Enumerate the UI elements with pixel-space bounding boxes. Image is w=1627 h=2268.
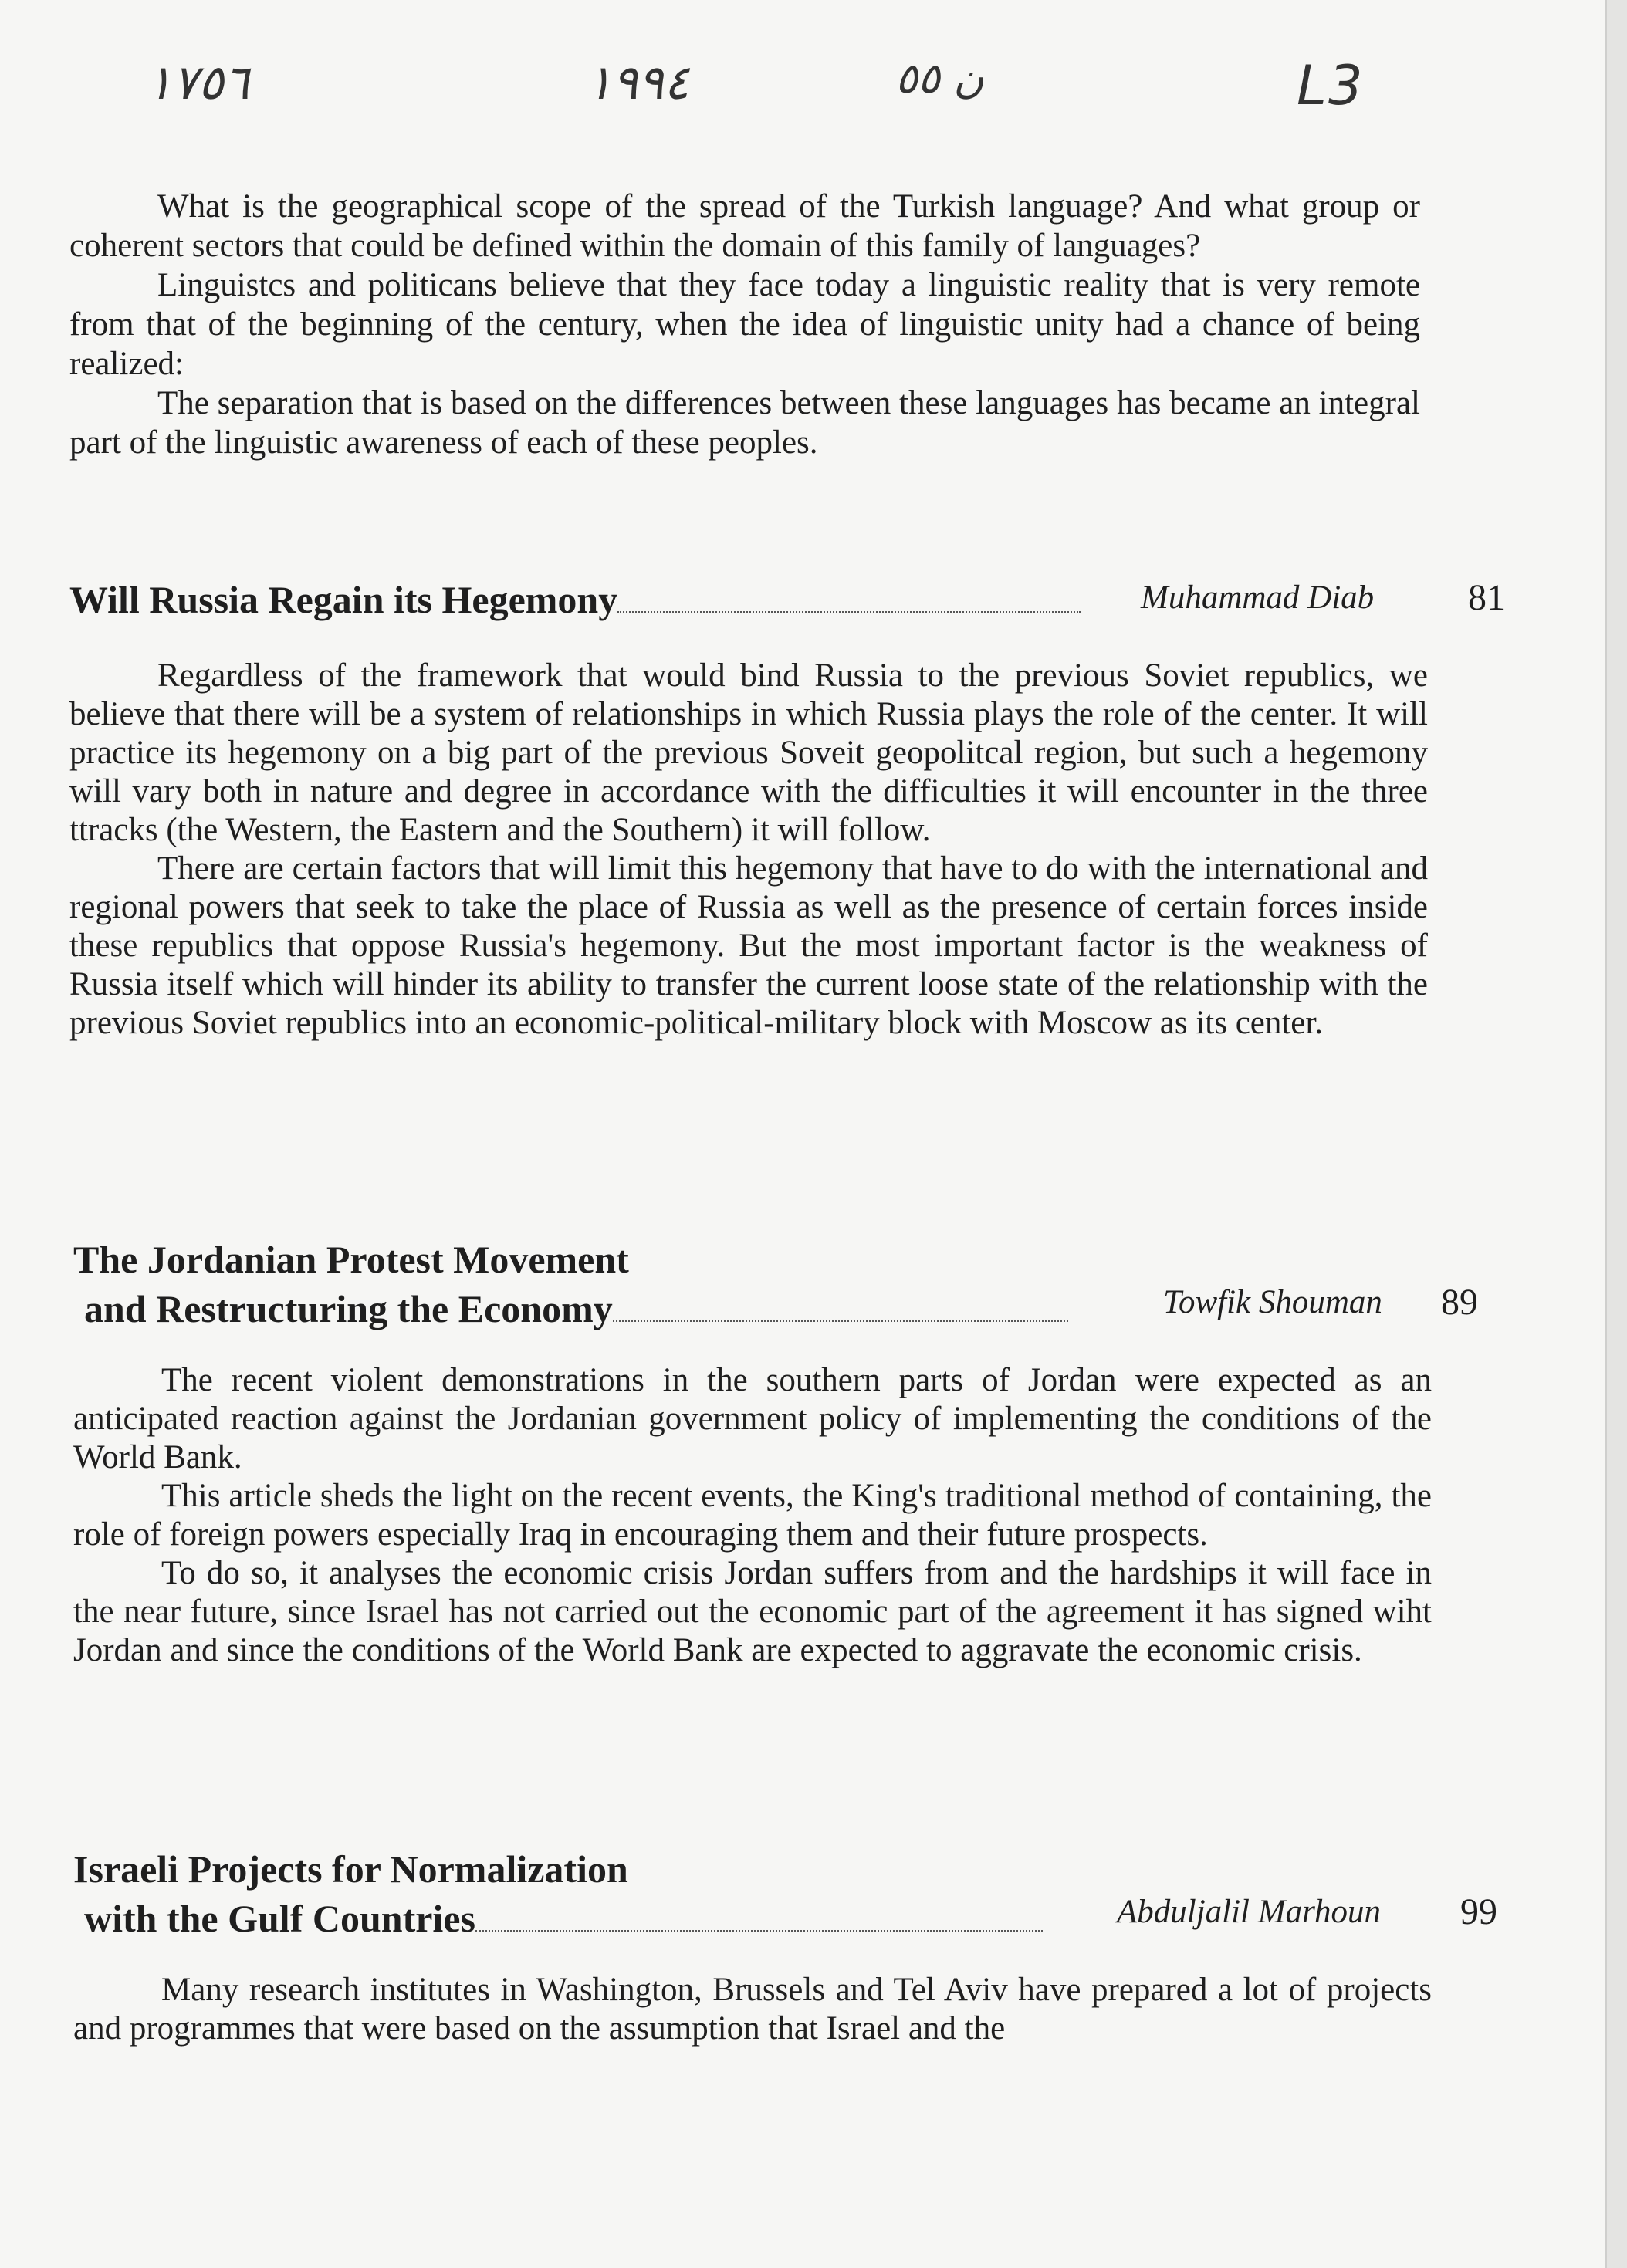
- article-heading: [73, 1844, 1509, 1943]
- page-spine-edge: [1605, 0, 1627, 2268]
- article-title-line: and Restructuring the Economy: [73, 1284, 1509, 1333]
- article-author: Towfik Shouman: [1163, 1284, 1382, 1320]
- article-author: Muhammad Diab: [1141, 580, 1375, 616]
- article-paragraph: Regardless of the framework that would bind Russia to the previous Soviet republics, we believe that there will be a system of relationships in which Russia plays the role of the center. It will practice its hegemony on a big part of the previous Soveit geopolitcal region, but such a hegemony will vary both in nature and degree in accordance with the difficulties it will encounter in the three ttracks (the Western, the Eastern and the Southern) it will follow.: [69, 657, 1428, 848]
- article-paragraph: This article sheds the light on the recent events, the King's traditional method of containing, the role of foreign powers especially Iraq in encouraging them and their future prospects.: [73, 1478, 1432, 1553]
- article-title-line: Will Russia Regain its Hegemony: [69, 575, 1505, 624]
- article-paragraph: There are certain factors that will limit this hegemony that have to do with the international and regional powers that seek to take the place of Russia as well as the presence of certain forces inside these republics that oppose Russia's hegemony. But the most important factor is the weakness of Russia itself which will hinder its ability to transfer the current loose state of the relationship with the previous Soviet republics into an economic-political-military block with Moscow as its center.: [69, 850, 1428, 1041]
- handwritten-mark: ن ٥٥: [895, 54, 984, 103]
- article-title-line: The Jordanian Protest Movement: [73, 1238, 629, 1281]
- article-heading: [73, 1235, 1509, 1333]
- dot-leader: [475, 1930, 1043, 1932]
- intro-paragraph: What is the geographical scope of the spread of the Turkish language? And what group or coherent sectors that could be defined within the domain of this family of languages?: [69, 188, 1420, 264]
- intro-text: [69, 187, 1420, 462]
- dot-leader: [617, 611, 1081, 613]
- dot-leader: [613, 1320, 1068, 1322]
- article-author: Abduljalil Marhoun: [1117, 1894, 1382, 1930]
- handwritten-mark: L3: [1297, 54, 1365, 117]
- article-heading: [69, 575, 1505, 629]
- article-title-line: with the Gulf Countries: [73, 1894, 1509, 1943]
- article-page-number: 81: [1468, 577, 1505, 618]
- handwritten-mark: ١٧٥٦: [147, 54, 250, 110]
- article-russia-hegemony: [69, 575, 1505, 1043]
- article-paragraph: Many research institutes in Washington, Brussels and Tel Aviv have prepared a lot of projects and programmes that were based on the assumption that Israel and the: [73, 1972, 1432, 2047]
- article-body: [69, 657, 1428, 1043]
- article-body: [73, 1361, 1432, 1670]
- article-israeli-normalization: [73, 1844, 1509, 2048]
- handwritten-mark: ١٩٩٤: [587, 54, 690, 110]
- intro-paragraph: Linguistcs and politicans believe that they face today a linguistic reality that is very remote from that of the beginning of the century, when the idea of linguistic unity had a chance of being realized:: [69, 267, 1420, 382]
- article-page-number: 99: [1460, 1891, 1497, 1932]
- article-body: [73, 1971, 1432, 2048]
- intro-paragraph: The separation that is based on the differences between these languages has became an integral part of the linguistic awareness of each of these peoples.: [69, 385, 1420, 461]
- article-page-number: 89: [1441, 1282, 1478, 1323]
- article-paragraph: To do so, it analyses the economic crisis Jordan suffers from and the hardships it will face in the near future, since Israel has not carried out the economic part of the agreement it has signed wiht Jordan and since the conditions of the World Bank are expected to aggravate the economic crisis.: [73, 1555, 1432, 1668]
- article-jordanian-protest: [73, 1235, 1509, 1670]
- article-title-line: Israeli Projects for Normalization: [73, 1847, 628, 1891]
- article-paragraph: The recent violent demonstrations in the southern parts of Jordan were expected as an anticipated reaction against the Jordanian government policy of implementing the conditions of the World Bank.: [73, 1362, 1432, 1475]
